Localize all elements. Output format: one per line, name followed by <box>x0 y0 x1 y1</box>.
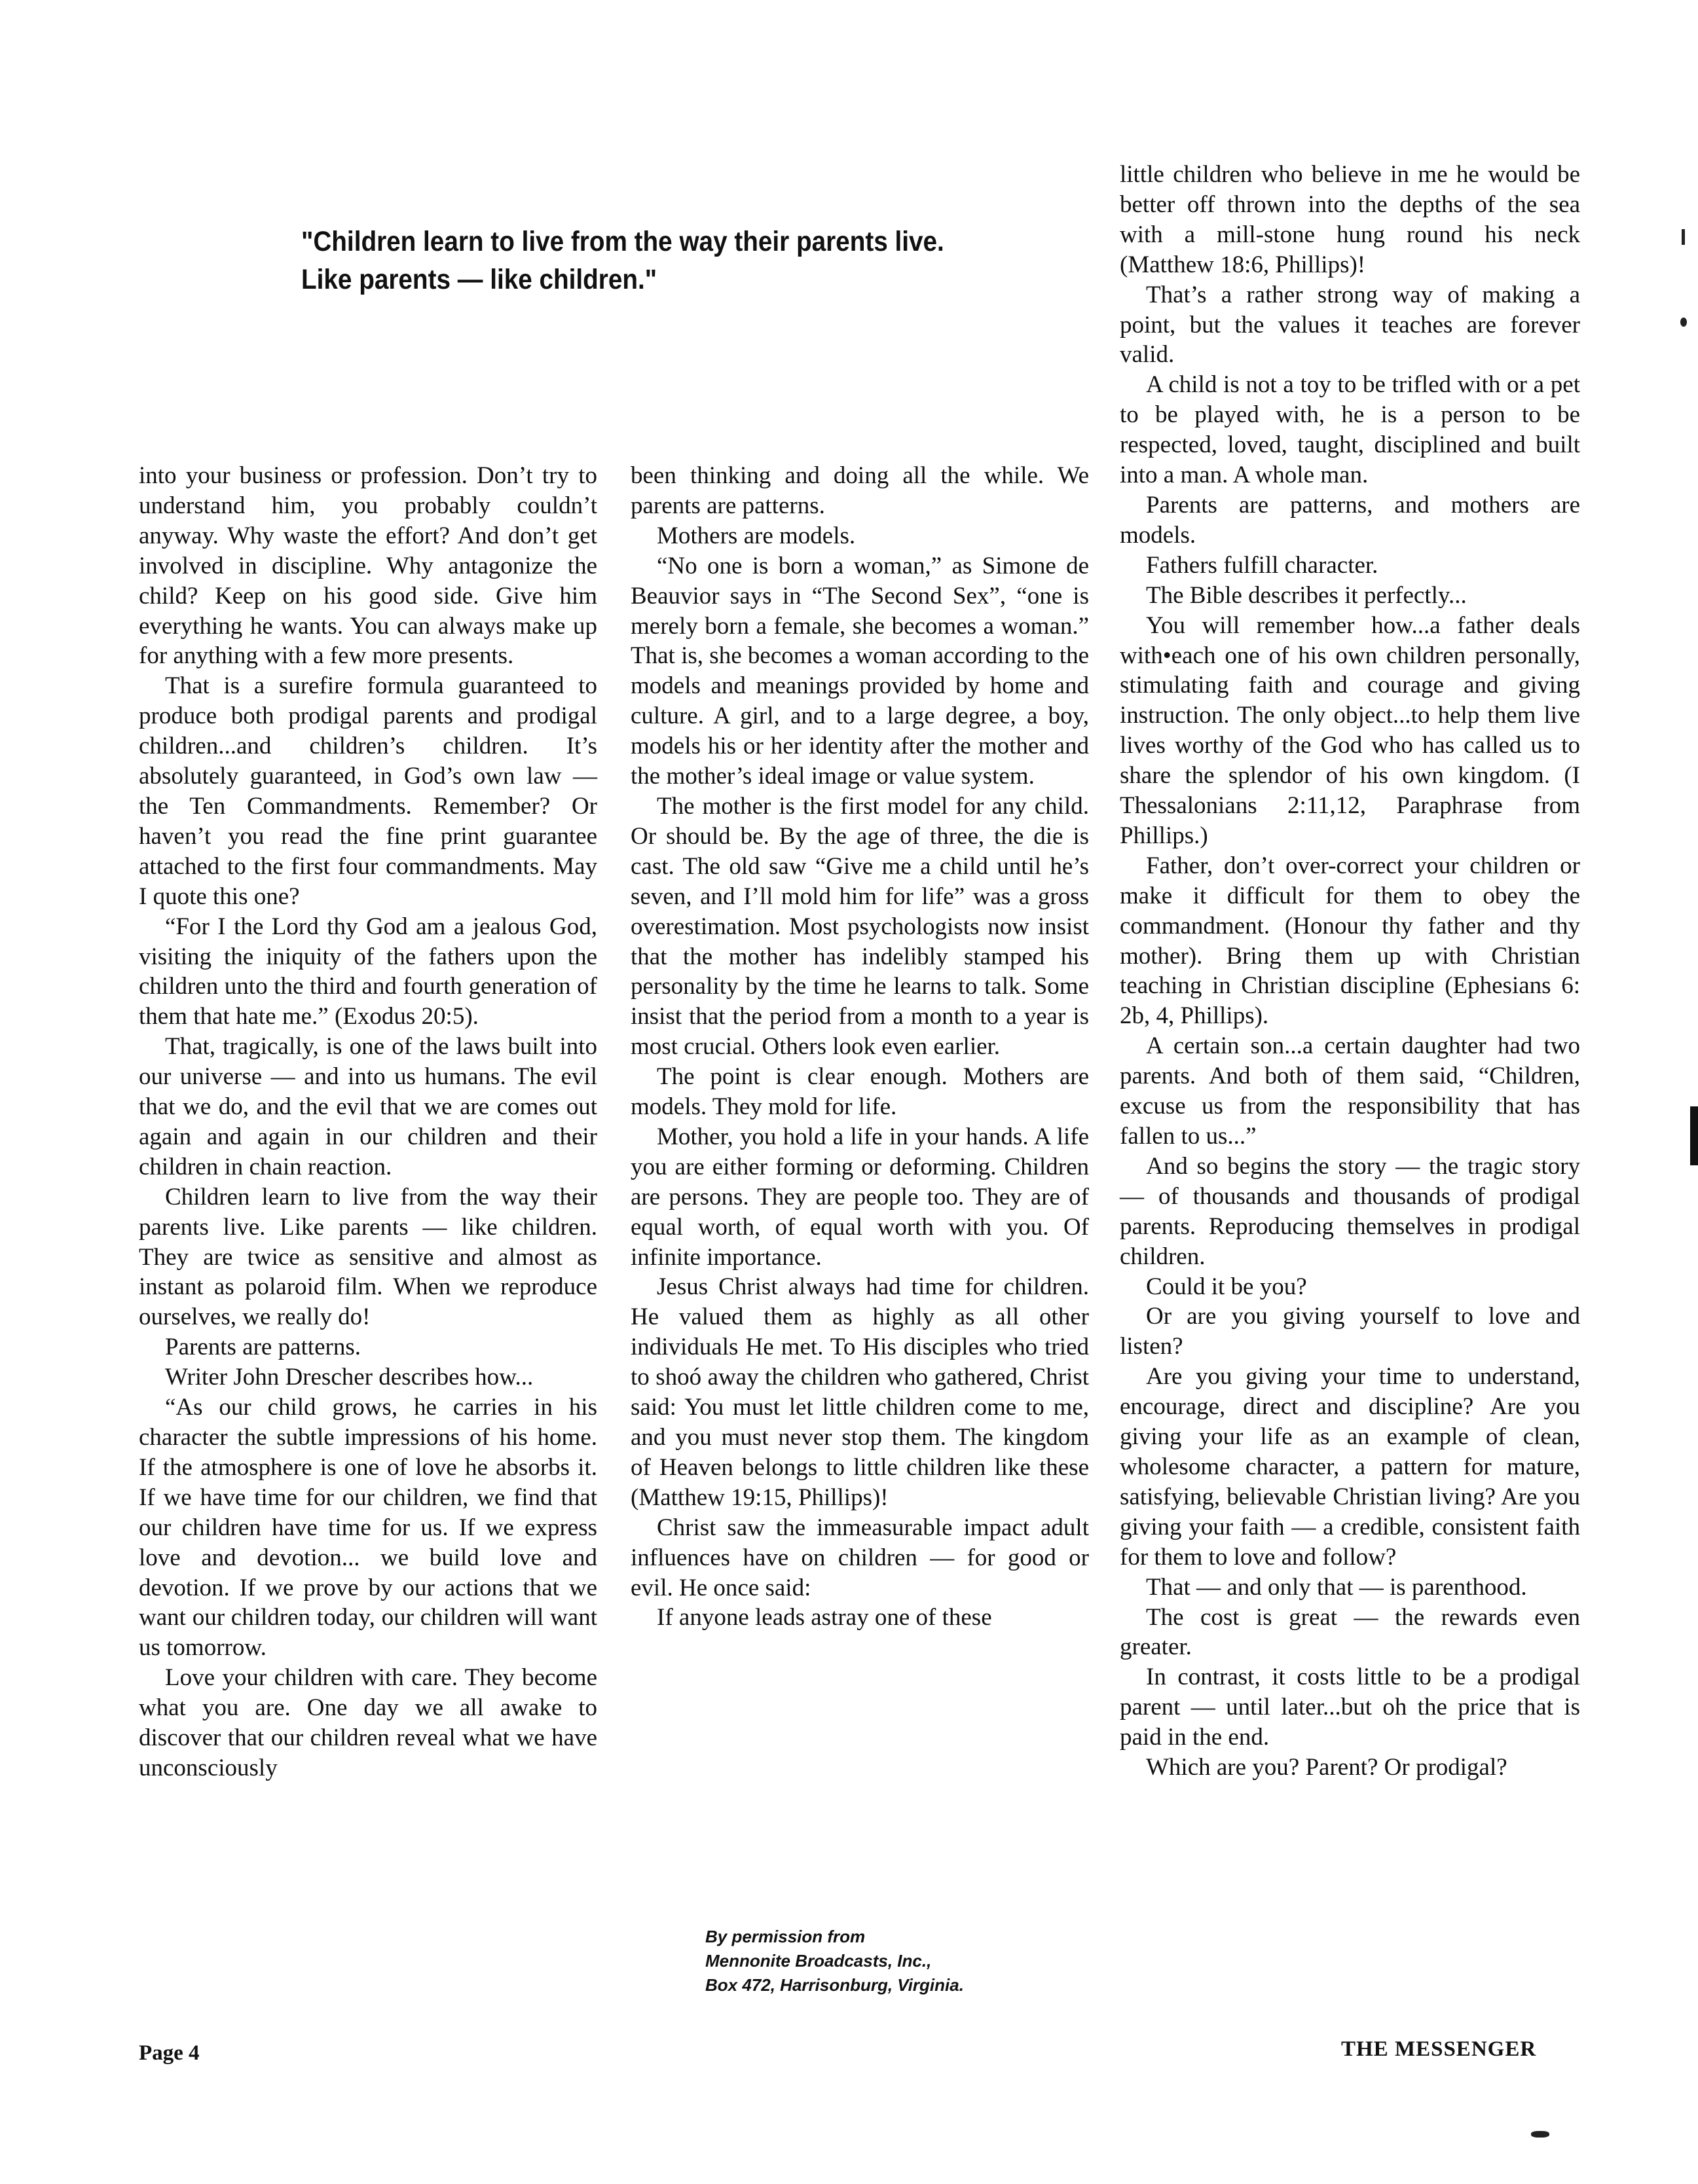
paragraph: You will remember how...a father deals with•each one of his own children personally, stimulating faith and courage and giving instruction. The only object...to help them live lives worthy of the God who has called us to share the splendor of his own kingdom. (I Thessalonians 2:11,12, Paraphrase from Phillips.) <box>1120 611 1580 849</box>
paragraph: The mother is the first model for any child. Or should be. By the age of three, the die is cast. The old saw “Give me a child until he’s seven, and I’ll mold him for life” was a gross overestimation. Most psychologists now insist that the mother has indelibly stamped his personality by the time he learns to talk. Some insist that the period from a month to a year is most crucial. Others look even earlier. <box>631 792 1089 1061</box>
credit-line-1: By permission from <box>705 1927 866 1946</box>
paragraph: “No one is born a woman,” as Simone de Beauvior says in “The Second Sex”, “one is merely born a female, she becomes a woman.” That is, she becomes a woman according to the models and meanings provided by home and culture. A girl, and to a large degree, a boy, models his or her identity after the mother and the mother’s ideal image or value system. <box>631 552 1089 790</box>
paragraph: That — and only that — is parenthood. <box>1146 1573 1527 1601</box>
text-column-3 <box>1120 160 1580 1783</box>
paragraph: That’s a rather strong way of making a point, but the values it teaches are forever valid. <box>1120 281 1580 369</box>
paragraph: Writer John Drescher describes how... <box>165 1364 534 1391</box>
page-number: Page 4 <box>139 2041 200 2065</box>
credit-line-2: Mennonite Broadcasts, Inc., <box>705 1951 932 1971</box>
paragraph: Parents are patterns, and mothers are models. <box>1120 491 1580 549</box>
paragraph: Are you giving your time to understand, encourage, direct and discipline? Are you giving your life as an example of clean, wholesome character, a pattern for mature, satisfying, believable Christian living? Are you giving your faith — a credible, consistent faith for them to love and follow? <box>1120 1363 1580 1571</box>
paragraph: That, tragically, is one of the laws built into our universe — and into us humans. The evil that we do, and the evil that we are comes out again and again in our children and their children in chain reaction. <box>139 1033 597 1180</box>
paragraph: been thinking and doing all the while. We parents are patterns. <box>631 462 1089 519</box>
scan-speck <box>1682 229 1685 245</box>
paragraph: Mothers are models. <box>657 522 856 549</box>
publication-name: THE MESSENGER <box>1341 2037 1537 2061</box>
paragraph: A certain son...a certain daughter had two parents. And both of them said, “Children, excuse us from the responsibility that has fallen to us...” <box>1120 1032 1580 1150</box>
paragraph: In contrast, it costs little to be a prodigal parent — until later...but oh the price that is paid in the end. <box>1120 1664 1580 1751</box>
paragraph: The Bible describes it perfectly... <box>1146 581 1467 609</box>
paragraph: little children who believe in me he would be better off thrown into the depths of the sea with a mill-stone hung round his neck (Matthew 18:6, Phillips)! <box>1120 161 1580 278</box>
paragraph: “For I the Lord thy God am a jealous God, visiting the iniquity of the fathers upon the children unto the third and fourth generation of them that hate me.” (Exodus 20:5). <box>139 913 597 1030</box>
permission-credit <box>705 1925 964 1997</box>
paragraph: Which are you? Parent? Or prodigal? <box>1146 1754 1507 1781</box>
pull-quote-line-2: Like parents — like children." <box>301 264 657 295</box>
paragraph: Mother, you hold a life in your hands. A life you are either forming or deforming. Children are persons. They are people too. They are of equal worth, of equal worth with you. Of infinite importance. <box>631 1123 1089 1271</box>
paragraph: The point is clear enough. Mothers are models. They mold for life. <box>631 1063 1089 1121</box>
paragraph: The cost is great — the rewards even greater. <box>1120 1603 1580 1661</box>
paragraph: “As our child grows, he carries in his character the subtle impressions of his home. If the atmosphere is one of love he absorbs it. If we have time for our children, we find that our children have time for us. If we express love and devotion... we build love and devotion. If we prove by our actions that we want our children today, our children will want us tomorrow. <box>139 1394 597 1662</box>
text-column-2 <box>631 461 1089 1633</box>
scan-edge-mark <box>1690 1106 1698 1165</box>
paragraph: Parents are patterns. <box>165 1334 361 1361</box>
pull-quote <box>301 223 950 299</box>
paragraph: into your business or profession. Don’t try to understand him, you probably couldn’t anyway. Why waste the effort? And don’t get involved in discipline. Why antagonize the child? Keep on his good side. Give him everything he wants. You can always make up for anything with a few more presents. <box>139 462 597 670</box>
paragraph: Christ saw the immeasurable impact adult influences have on children — for good or evil. He once said: <box>631 1514 1089 1601</box>
paragraph: Children learn to live from the way their parents live. Like parents — like children. They are twice as sensitive and almost as instant as polaroid film. When we reproduce ourselves, we really do! <box>139 1183 597 1331</box>
scan-speck <box>1531 2131 1549 2138</box>
paragraph: A child is not a toy to be trifled with or a pet to be played with, he is a person to be respected, loved, taught, disciplined and built into a man. A whole man. <box>1120 371 1580 489</box>
paragraph: If anyone leads astray one of these <box>657 1604 992 1631</box>
paragraph: Jesus Christ always had time for children. He valued them as highly as all other individuals He met. To His disciples who tried to shoó away the children who gathered, Christ said: You must let little children come to me, and you must never stop them. The kingdom of Heaven belongs to little children like these (Matthew 19:15, Phillips)! <box>631 1273 1089 1511</box>
paragraph: Fathers fulfill character. <box>1146 551 1378 579</box>
text-column-1 <box>139 461 597 1783</box>
credit-line-3: Box 472, Harrisonburg, Virginia. <box>705 1975 964 1995</box>
paragraph: Father, don’t over-correct your children or make it difficult for them to obey the commandment. (Honour thy father and thy mother). Bring them up with Christian teaching in Christian discipline (Ephesians 6: 2b, 4, Phillips). <box>1120 852 1580 1030</box>
paragraph: That is a surefire formula guaranteed to produce both prodigal parents and prodigal children...and children’s children. It’s absolutely guaranteed, in God’s own law — the Ten Commandments. Remember? Or haven’t you read the fine print guarantee attached to the first four commandments. May I quote this one? <box>139 672 597 910</box>
pull-quote-line-1: "Children learn to live from the way their parents live. <box>301 226 944 257</box>
paragraph: Or are you giving yourself to love and listen? <box>1120 1303 1580 1360</box>
paragraph: And so begins the story — the tragic story — of thousands and thousands of prodigal parents. Reproducing themselves in prodigal children. <box>1120 1152 1580 1270</box>
paragraph: Could it be you? <box>1146 1273 1307 1300</box>
scan-speck <box>1680 318 1687 327</box>
paragraph: Love your children with care. They become what you are. One day we all awake to discover that our children reveal what we have unconsciously <box>139 1664 597 1781</box>
